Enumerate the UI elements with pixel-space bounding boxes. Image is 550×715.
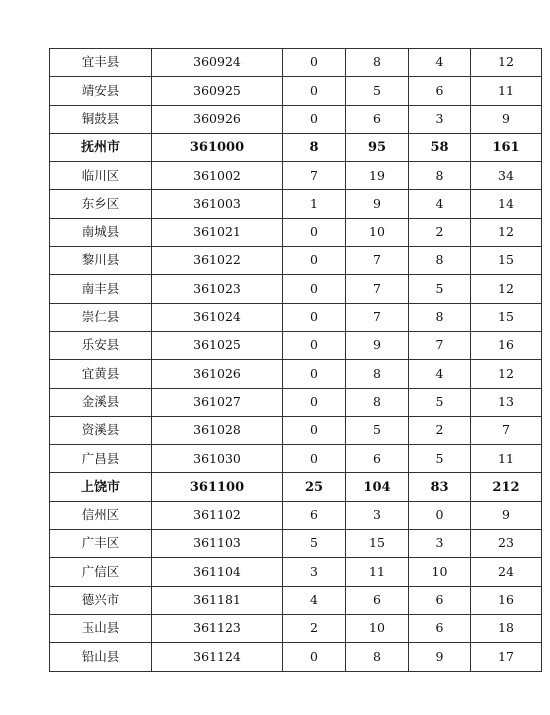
value-2-cell: 10 [346, 218, 409, 246]
table-row [50, 105, 542, 133]
total-cell: 24 [471, 558, 542, 586]
admin-code-cell: 361002 [152, 162, 283, 190]
region-name-cell: 金溪县 [50, 388, 152, 416]
value-1-cell: 0 [283, 303, 346, 331]
value-1-cell: 0 [283, 77, 346, 105]
total-cell: 18 [471, 614, 542, 642]
total-cell: 12 [471, 360, 542, 388]
value-2-cell: 9 [346, 190, 409, 218]
value-2-cell: 10 [346, 614, 409, 642]
admin-code-cell: 361000 [152, 133, 283, 161]
table-row [50, 501, 542, 529]
admin-code-cell: 361022 [152, 247, 283, 275]
value-3-cell: 5 [409, 445, 471, 473]
region-name-cell: 南丰县 [50, 275, 152, 303]
admin-code-cell: 361027 [152, 388, 283, 416]
admin-code-cell: 361100 [152, 473, 283, 501]
value-3-cell: 2 [409, 218, 471, 246]
total-cell: 12 [471, 218, 542, 246]
region-name-cell: 资溪县 [50, 416, 152, 444]
table-row [50, 49, 542, 77]
region-name-cell: 信州区 [50, 501, 152, 529]
value-2-cell: 8 [346, 49, 409, 77]
admin-code-cell: 361021 [152, 218, 283, 246]
table-row [50, 247, 542, 275]
value-2-cell: 9 [346, 331, 409, 359]
total-cell: 14 [471, 190, 542, 218]
value-1-cell: 2 [283, 614, 346, 642]
value-2-cell: 95 [346, 133, 409, 161]
region-name-cell: 抚州市 [50, 133, 152, 161]
admin-code-cell: 361026 [152, 360, 283, 388]
value-3-cell: 83 [409, 473, 471, 501]
admin-code-cell: 361181 [152, 586, 283, 614]
total-cell: 23 [471, 530, 542, 558]
region-name-cell: 宜丰县 [50, 49, 152, 77]
value-2-cell: 7 [346, 275, 409, 303]
value-1-cell: 6 [283, 501, 346, 529]
admin-code-cell: 361123 [152, 614, 283, 642]
region-name-cell: 广信区 [50, 558, 152, 586]
admin-code-cell: 361124 [152, 643, 283, 671]
value-3-cell: 2 [409, 416, 471, 444]
total-cell: 9 [471, 105, 542, 133]
table-row [50, 190, 542, 218]
table-row [50, 133, 542, 161]
value-3-cell: 0 [409, 501, 471, 529]
value-3-cell: 4 [409, 190, 471, 218]
table-row [50, 530, 542, 558]
admin-code-cell: 361023 [152, 275, 283, 303]
value-2-cell: 8 [346, 643, 409, 671]
value-3-cell: 6 [409, 586, 471, 614]
value-2-cell: 19 [346, 162, 409, 190]
region-name-cell: 德兴市 [50, 586, 152, 614]
value-1-cell: 0 [283, 360, 346, 388]
value-2-cell: 8 [346, 388, 409, 416]
value-2-cell: 11 [346, 558, 409, 586]
admin-code-cell: 361102 [152, 501, 283, 529]
region-name-cell: 玉山县 [50, 614, 152, 642]
region-name-cell: 广昌县 [50, 445, 152, 473]
total-cell: 15 [471, 303, 542, 331]
value-3-cell: 5 [409, 275, 471, 303]
value-2-cell: 6 [346, 586, 409, 614]
total-cell: 11 [471, 445, 542, 473]
region-name-cell: 黎川县 [50, 247, 152, 275]
value-3-cell: 8 [409, 247, 471, 275]
value-2-cell: 8 [346, 360, 409, 388]
value-3-cell: 4 [409, 49, 471, 77]
admin-code-cell: 361024 [152, 303, 283, 331]
table-row [50, 388, 542, 416]
total-cell: 11 [471, 77, 542, 105]
value-2-cell: 6 [346, 105, 409, 133]
value-3-cell: 58 [409, 133, 471, 161]
value-3-cell: 6 [409, 614, 471, 642]
region-data-table [49, 48, 542, 672]
admin-code-cell: 360924 [152, 49, 283, 77]
total-cell: 17 [471, 643, 542, 671]
value-3-cell: 4 [409, 360, 471, 388]
value-2-cell: 5 [346, 416, 409, 444]
table-row [50, 218, 542, 246]
value-1-cell: 0 [283, 643, 346, 671]
region-name-cell: 东乡区 [50, 190, 152, 218]
total-cell: 15 [471, 247, 542, 275]
value-1-cell: 5 [283, 530, 346, 558]
total-cell: 212 [471, 473, 542, 501]
value-3-cell: 10 [409, 558, 471, 586]
total-cell: 12 [471, 275, 542, 303]
value-3-cell: 5 [409, 388, 471, 416]
table-row [50, 331, 542, 359]
value-1-cell: 3 [283, 558, 346, 586]
total-cell: 16 [471, 331, 542, 359]
region-name-cell: 铜鼓县 [50, 105, 152, 133]
total-cell: 12 [471, 49, 542, 77]
admin-code-cell: 361028 [152, 416, 283, 444]
region-name-cell: 铅山县 [50, 643, 152, 671]
value-2-cell: 7 [346, 303, 409, 331]
value-1-cell: 25 [283, 473, 346, 501]
region-name-cell: 乐安县 [50, 331, 152, 359]
value-1-cell: 0 [283, 445, 346, 473]
region-name-cell: 临川区 [50, 162, 152, 190]
value-2-cell: 104 [346, 473, 409, 501]
value-1-cell: 0 [283, 105, 346, 133]
total-cell: 13 [471, 388, 542, 416]
table-row [50, 558, 542, 586]
region-name-cell: 广丰区 [50, 530, 152, 558]
value-1-cell: 0 [283, 331, 346, 359]
value-3-cell: 8 [409, 303, 471, 331]
value-2-cell: 6 [346, 445, 409, 473]
value-1-cell: 0 [283, 218, 346, 246]
value-2-cell: 3 [346, 501, 409, 529]
value-1-cell: 0 [283, 247, 346, 275]
table-row [50, 643, 542, 671]
table-row [50, 473, 542, 501]
table-row [50, 275, 542, 303]
total-cell: 34 [471, 162, 542, 190]
value-2-cell: 15 [346, 530, 409, 558]
value-1-cell: 0 [283, 416, 346, 444]
table-row [50, 77, 542, 105]
value-1-cell: 4 [283, 586, 346, 614]
value-3-cell: 6 [409, 77, 471, 105]
table-row [50, 360, 542, 388]
table-row [50, 445, 542, 473]
region-name-cell: 靖安县 [50, 77, 152, 105]
admin-code-cell: 361003 [152, 190, 283, 218]
total-cell: 7 [471, 416, 542, 444]
value-3-cell: 3 [409, 530, 471, 558]
admin-code-cell: 360926 [152, 105, 283, 133]
table-row [50, 614, 542, 642]
value-2-cell: 7 [346, 247, 409, 275]
total-cell: 161 [471, 133, 542, 161]
region-name-cell: 南城县 [50, 218, 152, 246]
admin-code-cell: 360925 [152, 77, 283, 105]
value-1-cell: 1 [283, 190, 346, 218]
admin-code-cell: 361103 [152, 530, 283, 558]
region-name-cell: 上饶市 [50, 473, 152, 501]
value-1-cell: 0 [283, 49, 346, 77]
value-3-cell: 9 [409, 643, 471, 671]
value-1-cell: 0 [283, 275, 346, 303]
value-1-cell: 0 [283, 388, 346, 416]
table-row [50, 586, 542, 614]
value-3-cell: 8 [409, 162, 471, 190]
admin-code-cell: 361025 [152, 331, 283, 359]
value-3-cell: 3 [409, 105, 471, 133]
table-body [50, 49, 542, 672]
total-cell: 16 [471, 586, 542, 614]
value-3-cell: 7 [409, 331, 471, 359]
total-cell: 9 [471, 501, 542, 529]
value-1-cell: 8 [283, 133, 346, 161]
value-1-cell: 7 [283, 162, 346, 190]
table-row [50, 303, 542, 331]
admin-code-cell: 361030 [152, 445, 283, 473]
value-2-cell: 5 [346, 77, 409, 105]
table-row [50, 162, 542, 190]
admin-code-cell: 361104 [152, 558, 283, 586]
region-name-cell: 崇仁县 [50, 303, 152, 331]
table-row [50, 416, 542, 444]
region-name-cell: 宜黄县 [50, 360, 152, 388]
